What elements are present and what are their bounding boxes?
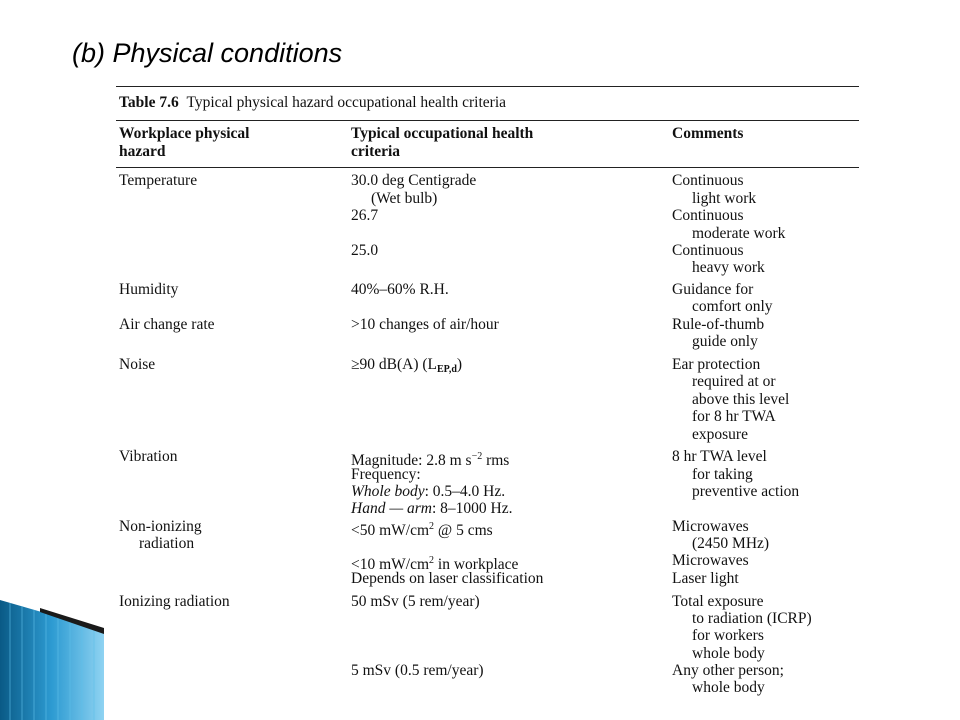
hazard-non-ionizing: Non-ionizing: [119, 518, 202, 535]
comment-line: for taking: [692, 466, 753, 483]
criteria-line: ≥90 dB(A) $(L_{EP,d})$: [351, 356, 463, 375]
table-top-rule: [116, 86, 859, 87]
criteria-line: 30.0 deg Centigrade: [351, 172, 477, 189]
criteria-line: Depends on laser classification: [351, 570, 544, 587]
caption-rule: [116, 120, 859, 121]
comment-line: for 8 hr TWA: [692, 408, 776, 425]
comment-line: Continuous: [672, 207, 744, 224]
criteria-line: 26.7: [351, 207, 379, 224]
criteria-line: >10 changes of air/hour: [351, 316, 499, 333]
comment-line: heavy work: [692, 259, 765, 276]
criteria-line: Frequency:: [351, 466, 421, 483]
criteria-line: Hand — arm: 8–1000 Hz.: [351, 500, 513, 517]
criteria-line: Magnitude: 2.8 m $s^{-2}$ rms: [351, 451, 510, 469]
hazard-humidity: Humidity: [119, 281, 179, 298]
comment-line: Microwaves: [672, 552, 749, 569]
comment-line: 8 hr TWA level: [672, 448, 767, 465]
comment-line: Laser light: [672, 570, 739, 587]
comment-line: comfort only: [692, 298, 773, 315]
comment-line: Ear protection: [672, 356, 761, 373]
hazard-vibration: Vibration: [119, 448, 178, 465]
comment-line: Guidance for: [672, 281, 754, 298]
comment-line: moderate work: [692, 225, 786, 242]
comment-line: Continuous: [672, 242, 744, 259]
header-rule: [116, 167, 859, 168]
table-caption: Table 7.6 Typical physical hazard occupational health criteria: [119, 94, 507, 111]
header-criteria: Typical occupational health criteria: [351, 125, 534, 160]
slide-title: (b) Physical conditions: [72, 38, 343, 68]
hazard-air-change: Air change rate: [119, 316, 215, 333]
comment-line: Microwaves: [672, 518, 749, 535]
comment-line: Any other person;: [672, 662, 784, 679]
comment-line: exposure: [692, 426, 748, 443]
criteria-line: 5 mSv (0.5 rem/year): [351, 662, 484, 679]
criteria-line: 50 mSv (5 rem/year): [351, 593, 480, 610]
comment-line: whole body: [692, 679, 765, 696]
header-hazard: Workplace physical hazard: [119, 125, 250, 160]
hazard-criteria-table: [116, 86, 859, 720]
comment-line: to radiation (ICRP): [692, 610, 812, 627]
comment-line: for workers: [692, 627, 764, 644]
comment-line: Rule-of-thumb: [672, 316, 765, 333]
comment-line: above this level: [692, 391, 790, 408]
comment-line: Total exposure: [672, 593, 764, 610]
comment-line: light work: [692, 190, 757, 207]
hazard-noise: Noise: [119, 356, 156, 373]
comment-line: whole body: [692, 645, 765, 662]
comment-line: (2450 MHz): [692, 535, 770, 552]
decorative-corner-graphic: [0, 600, 104, 720]
comment-line: Continuous: [672, 172, 744, 189]
comment-line: required at or: [692, 373, 776, 390]
hazard-ionizing: Ionizing radiation: [119, 593, 230, 610]
comment-line: guide only: [692, 333, 758, 350]
criteria-line: 25.0: [351, 242, 379, 259]
header-comments: Comments: [672, 125, 744, 142]
criteria-line: Whole body: 0.5–4.0 Hz.: [351, 483, 506, 500]
criteria-line: (Wet bulb): [371, 190, 438, 207]
criteria-line: 40%–60% R.H.: [351, 281, 449, 298]
criteria-line: <10 $mW/cm^2$ in workplace: [351, 555, 519, 573]
hazard-temperature: Temperature: [119, 172, 198, 189]
criteria-line: <50 $mW/cm^2$ @ 5 cms: [351, 521, 493, 539]
hazard-non-ionizing-cont: radiation: [139, 535, 195, 552]
comment-line: preventive action: [692, 483, 800, 500]
